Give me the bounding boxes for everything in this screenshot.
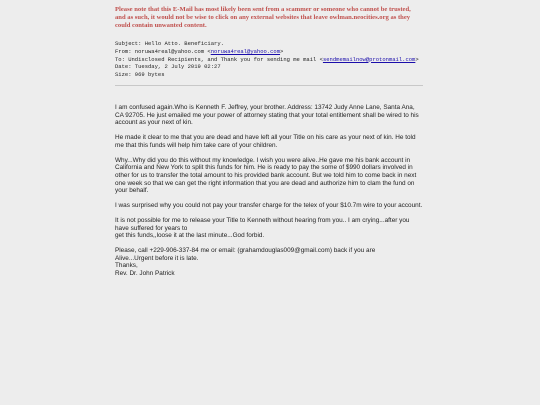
scam-warning: Please note that this E-Mail has most likely been sent from a scammer or someone who cannot be trusted, and as such, it would not be wise to click on any external websites that leave owlman.neocities.org as they could contain unwanted content.: [115, 6, 411, 29]
to-suffix: >: [415, 55, 419, 63]
signature: Rev. Dr. John Patrick: [115, 270, 175, 278]
from-suffix: >: [280, 47, 284, 55]
to-prefix: To: Undisclosed Recipients, and Thank you for sending me mail <: [115, 55, 323, 63]
from-email-link[interactable]: noruwa4real@yahoo.com: [210, 47, 281, 55]
body-paragraph-6: [115, 247, 423, 277]
body-paragraph-5: [115, 217, 423, 240]
email-page: [115, 6, 423, 285]
body-p5-line-1: It is not possible for me to release your Title to Kenneth without hearing from you.. I am crying...after you have suffered for years to: [115, 217, 410, 232]
body-paragraph-1: I am confused again.Who is Kenneth F. Jeffrey, your brother. Address: 13742 Judy Anne Lane, Santa Ana, CA 92705. He just emailed me your power of attorney stating that your total entitlement shall be wired to his account as your next of kin.: [115, 103, 419, 127]
body-paragraph-3: Why...Why did you do this without my knowledge. I wish you were alive..He gave me his bank account in California and New York to split this funds for him. He is ready to pay the some of $990 dollars involved in other for us to transfer the total amount to his provided bank account. But we told him to come back in next one week so that we can get the right information that you are dead and authorize him to clam the fund on your behalf.: [115, 156, 417, 195]
body-p6-line-1: Please, call +229-906-337-84 me or email: (grahamdouglas009@gmail.com) back if you are: [115, 247, 376, 255]
email-headers: [115, 40, 423, 79]
from-prefix: From: noruwa4real@yahoo.com <: [115, 47, 211, 55]
subject-line: Subject: Hello Atto. Beneficiary.: [115, 40, 224, 47]
date-line: Date: Tuesday, 2 July 2019 02:27: [115, 63, 221, 71]
email-body: [115, 104, 423, 278]
size-line: Size: 969 bytes: [115, 71, 165, 79]
header-divider: [115, 85, 423, 86]
to-line: [115, 56, 419, 63]
body-p5-line-2: get this funds,,loose it at the last minute...God forbid.: [115, 232, 265, 240]
body-p6-line-2: Alive...Urgent before it is late.: [115, 254, 199, 262]
body-paragraph-2: He made it clear to me that you are dead and have left all your Title on his care as your next of kin. He told me that this funds will help him take care of your children.: [115, 134, 416, 149]
body-paragraph-4: I was surprised why you could not pay your transfer charge for the telex of your $10.7m wire to your account.: [115, 202, 423, 210]
from-line: [115, 48, 283, 55]
signoff: Thanks,: [115, 262, 138, 270]
to-email-link[interactable]: sendmemailnow@protonmail.com: [322, 55, 416, 63]
